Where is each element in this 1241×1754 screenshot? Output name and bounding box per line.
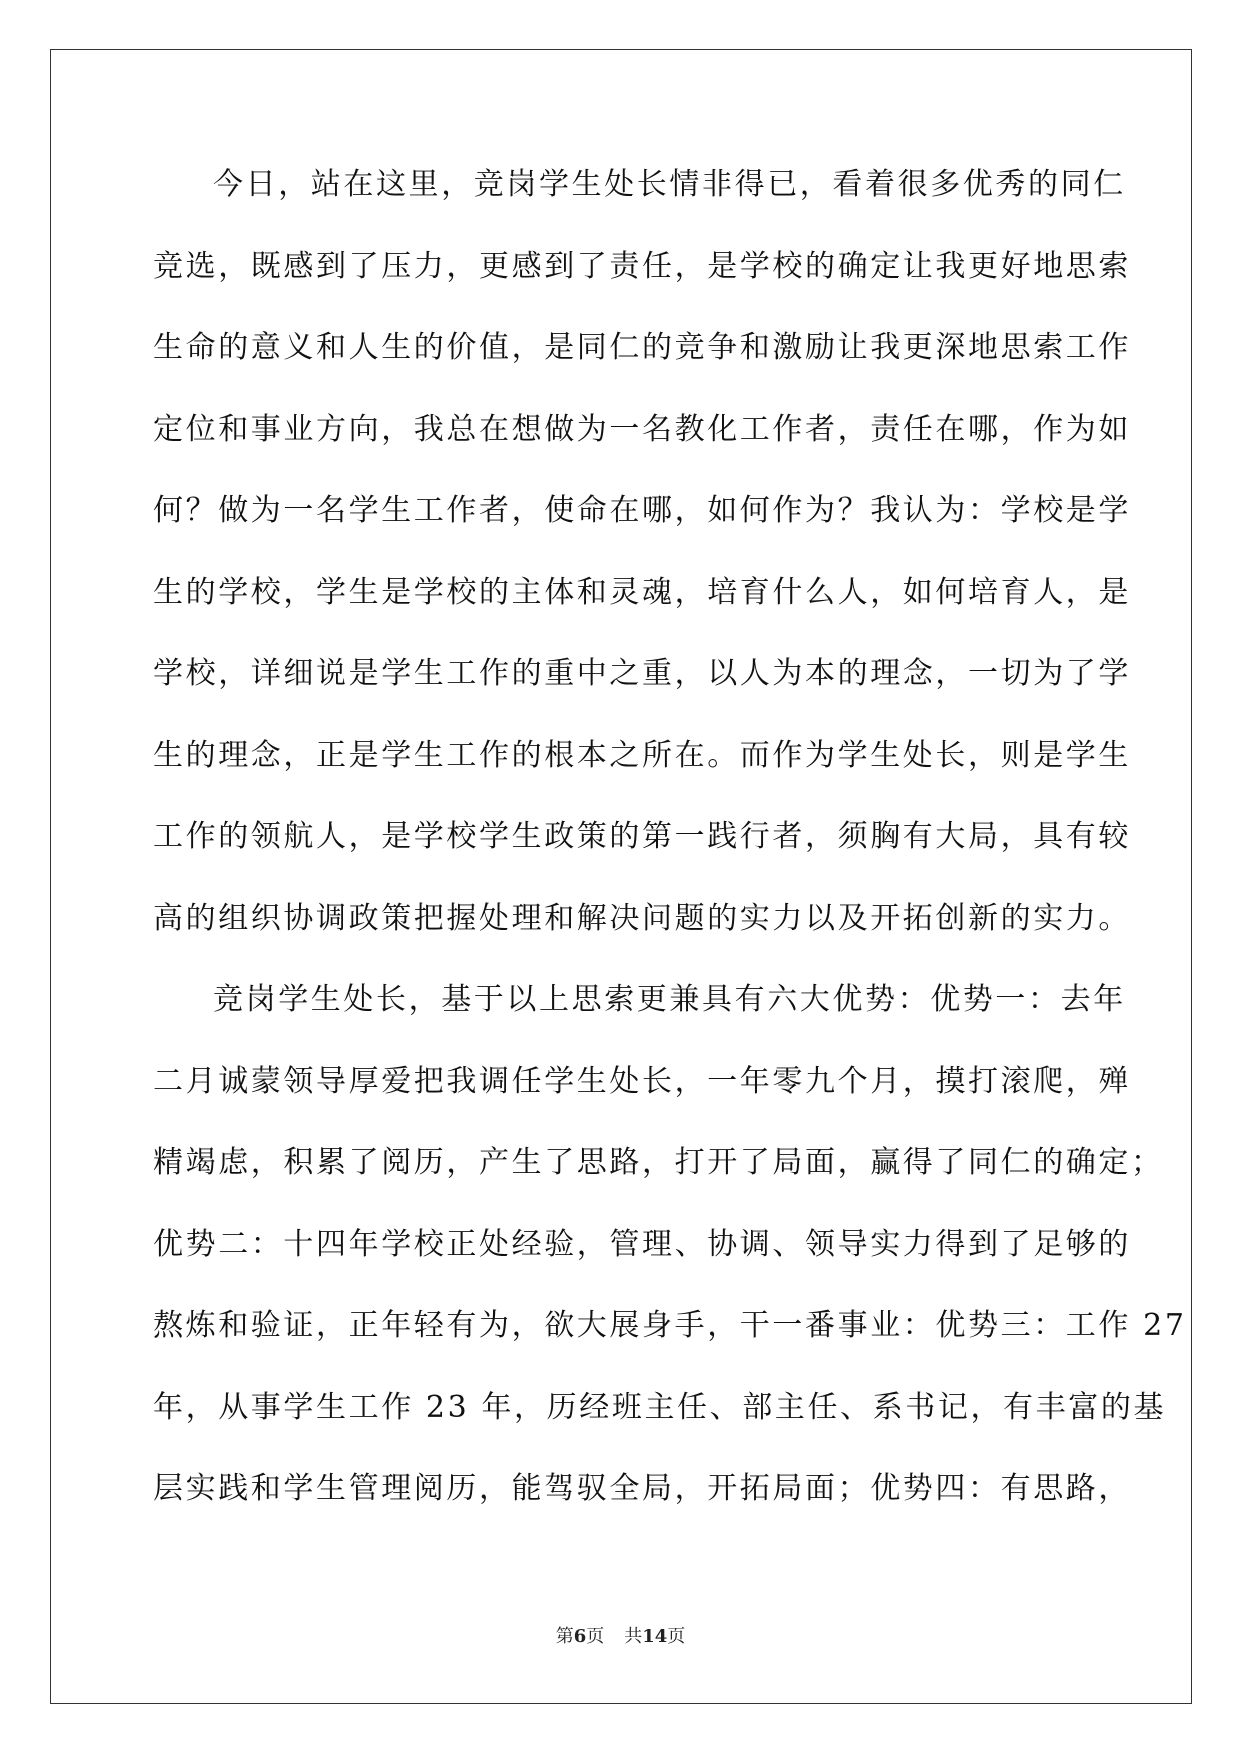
text-line: 精竭虑，积累了阅历，产生了思路，打开了局面，赢得了同仁的确定； (153, 1145, 1164, 1180)
page-current: 6 (573, 1626, 587, 1647)
document-body (153, 160, 1187, 1546)
text-line: 竞岗学生处长，基于以上思索更兼具有六大优势：优势一：去年 (213, 982, 1126, 1017)
text-line: 高的组织协调政策把握处理和解决问题的实力以及开拓创新的实力。 (153, 900, 1131, 936)
text-line: 生命的意义和人生的价值，是同仁的竞争和激励让我更深地思索工作 (153, 330, 1131, 365)
text-line: 定位和事业方向，我总在想做为一名教化工作者，责任在哪，作为如 (153, 411, 1131, 447)
text-line: 年，从事学生工作 23 年，历经班主任、部主任、系书记，有丰富的基 (153, 1389, 1167, 1425)
text-line: 生的学校，学生是学校的主体和灵魂，培育什么人，如何培育人，是 (153, 574, 1131, 610)
text-line: 熬炼和验证，正年轻有为，欲大展身手，干一番事业：优势三：工作 27 (153, 1308, 1187, 1343)
text-line: 二月诚蒙领导厚爱把我调任学生处长，一年零九个月，摸打滚爬，殚 (153, 1063, 1131, 1099)
text-line: 工作的领航人，是学校学生政策的第一践行者，须胸有大局，具有较 (153, 819, 1131, 854)
text-line: 何？做为一名学生工作者，使命在哪，如何作为？我认为：学校是学 (153, 493, 1131, 528)
text-line: 生的理念，正是学生工作的根本之所在。而作为学生处长，则是学生 (153, 737, 1131, 773)
text-line: 层实践和学生管理阅历，能驾驭全局，开拓局面；优势四：有思路， (153, 1471, 1131, 1506)
text-line: 竞选，既感到了压力，更感到了责任，是学校的确定让我更好地思索 (153, 248, 1131, 284)
text-line: 优势二：十四年学校正处经验，管理、协调、领导实力得到了足够的 (153, 1226, 1131, 1262)
page-footer (0, 1622, 1241, 1648)
total-prefix: 共 (624, 1626, 643, 1647)
page-total: 14 (642, 1626, 668, 1647)
text-line: 今日，站在这里，竞岗学生处长情非得已，看着很多优秀的同仁 (213, 167, 1126, 202)
page-suffix: 页 (586, 1626, 605, 1647)
text-line: 学校，详细说是学生工作的重中之重，以人为本的理念，一切为了学 (153, 656, 1131, 691)
page-prefix: 第 (555, 1626, 574, 1647)
total-suffix: 页 (667, 1626, 686, 1647)
